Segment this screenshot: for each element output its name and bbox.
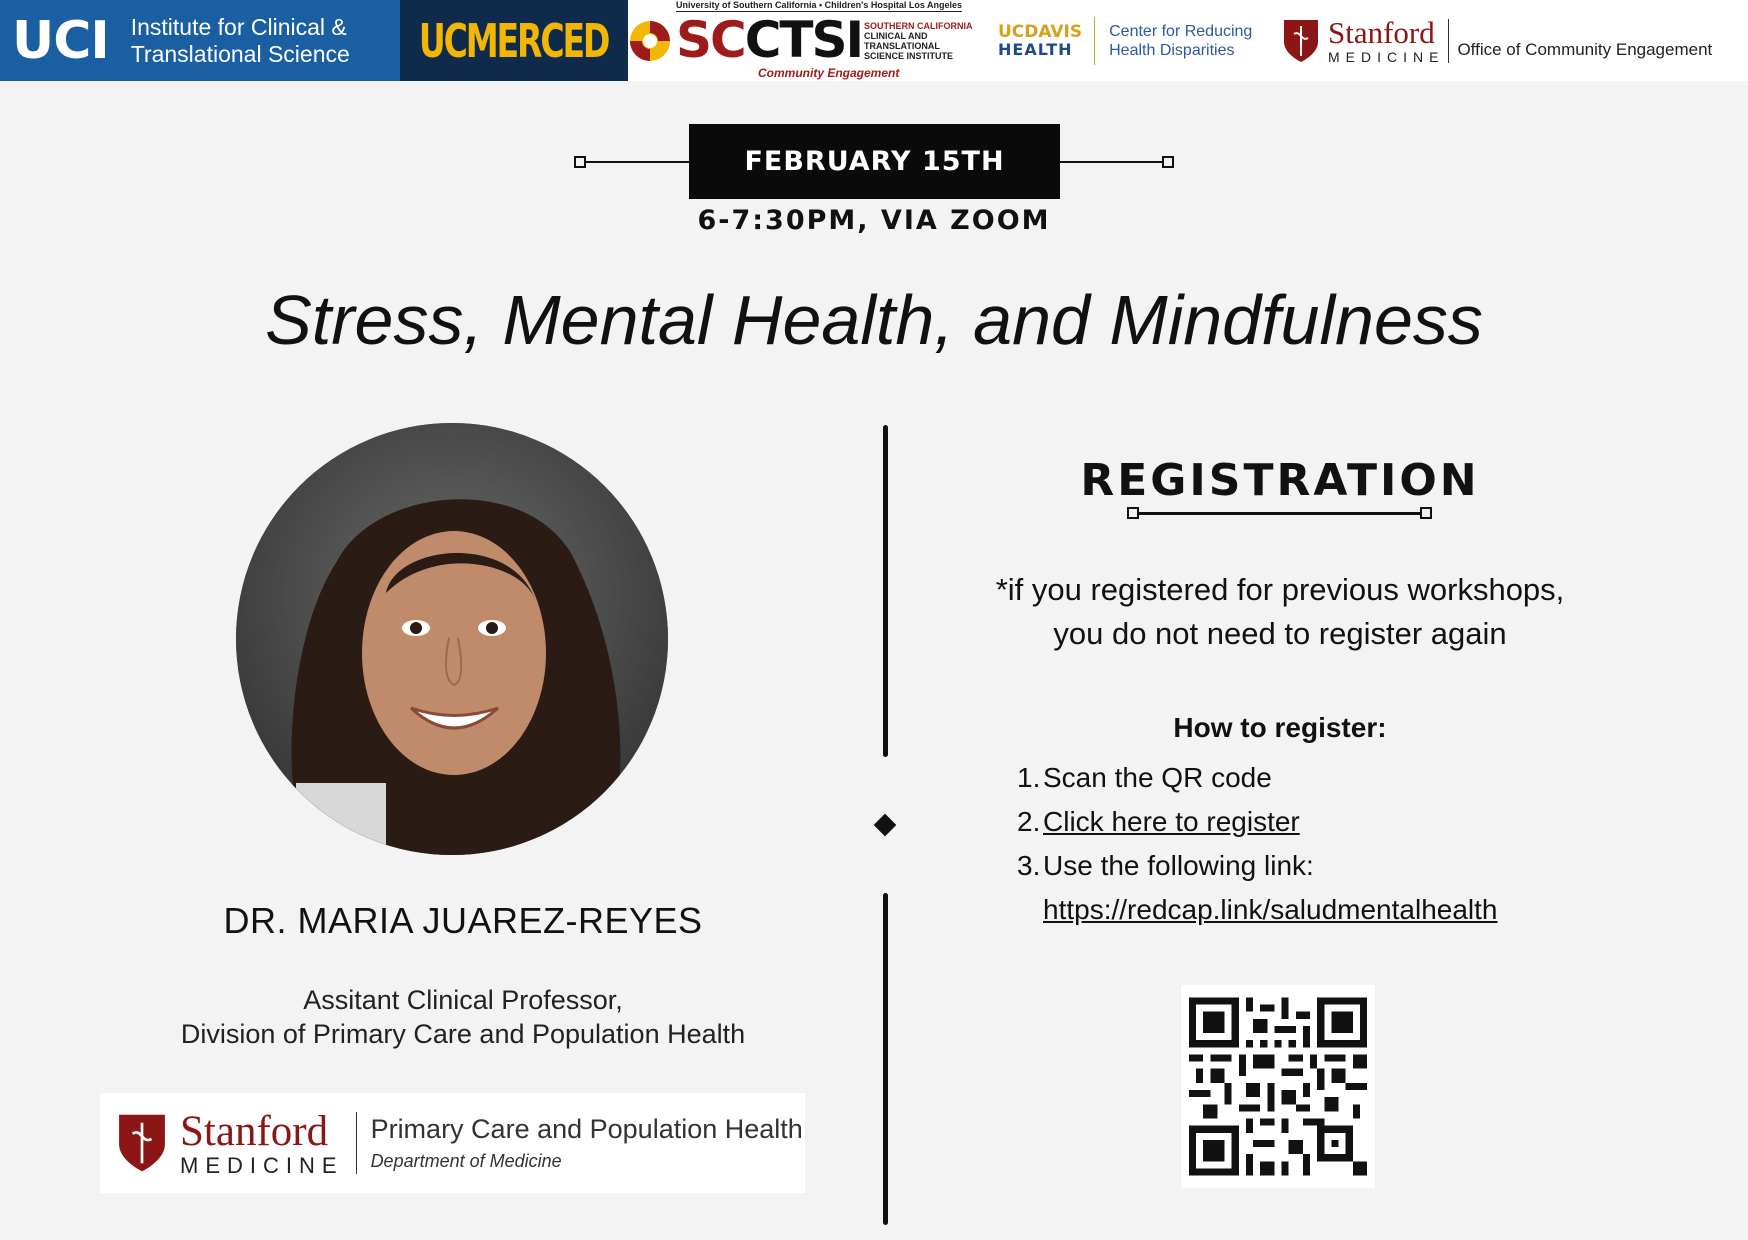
date-rule-right <box>1060 161 1170 163</box>
pcph-dept: Primary Care and Population Health <box>370 1114 803 1144</box>
event-time: 6-7:30PM, VIA ZOOM <box>697 205 1051 236</box>
how-to-register-label: How to register: <box>1173 712 1387 743</box>
speaker-role: Assitant Clinical Professor, Division of Primary Care and Population Health <box>180 985 746 1049</box>
speaker-photo <box>236 423 668 855</box>
date-rule-left-end <box>574 156 586 168</box>
event-title: Stress, Mental Health, and Mindfulness <box>265 281 1483 359</box>
date-rule-left <box>586 161 690 163</box>
registration-steps <box>1017 756 1498 932</box>
sc-word: SC <box>676 11 745 69</box>
registration-note: *if you registered for previous workshops, you do not need to register again <box>995 572 1565 651</box>
stanford-medicine-oce-logo: Stanford MEDICINE Office of Community Engagement <box>1268 0 1748 81</box>
registration-rule-right-end <box>1420 507 1432 519</box>
stanford-shield-icon <box>1282 18 1320 64</box>
click-here-register-link[interactable]: Click here to register <box>1043 806 1300 837</box>
uci-line1: Institute for Clinical & <box>130 13 347 40</box>
list-item: 2. Click here to register <box>1017 800 1498 844</box>
registration-url-link[interactable]: https://redcap.link/saludmentalhealth <box>1043 894 1498 925</box>
registration-rule-left-end <box>1127 507 1139 519</box>
stanford-pcph-logo: Stanford MEDICINE Primary Care and Population Health Department of Medicine <box>100 1093 805 1193</box>
sc-ctsi-logo: University of Southern California • Children's Hospital Los Angeles SCCTSI SOUTHERN CALIFORNIA CLINICAL AND TRANSLATIONAL SCIENCE INSTITUTE Community Engagement <box>628 0 978 81</box>
uci-line2: Translational Science <box>130 40 350 67</box>
date-rule-right-end <box>1162 156 1174 168</box>
qr-code-icon <box>1189 993 1367 1180</box>
divider-lower <box>883 893 888 1225</box>
logo-banner <box>0 0 1748 81</box>
uci-ictsi-logo <box>0 0 400 81</box>
ucmerced-logo: UCMERCED <box>400 0 628 81</box>
event-date: FEBRUARY 15TH <box>689 124 1060 199</box>
sc-ctsi-tagline: Community Engagement <box>758 66 900 80</box>
registration-heading: REGISTRATION <box>1080 455 1480 506</box>
divider-diamond <box>874 814 897 837</box>
list-item: 3. Use the following link: <box>1017 850 1314 881</box>
sc-ctsi-swirl-icon <box>628 19 672 63</box>
stanford-shield-icon <box>116 1112 168 1174</box>
divider-upper <box>883 425 888 757</box>
sc-ctsi-topline: University of Southern California • Children's Hospital Los Angeles <box>676 0 963 10</box>
speaker-name: DR. MARIA JUAREZ-REYES <box>223 900 703 941</box>
pcph-sub: Department of Medicine <box>370 1151 562 1171</box>
office-community-engagement: Office of Community Engagement <box>1457 39 1713 59</box>
ctsi-word: CTSI <box>744 11 863 69</box>
ucdavis-health-logo: UCDAVIS HEALTH Center for Reducing Health Disparities <box>978 0 1268 81</box>
speaker-portrait-image <box>236 423 668 855</box>
list-item: 1. Scan the QR code <box>1017 762 1272 793</box>
registration-qr-code[interactable] <box>1181 985 1375 1188</box>
registration-rule <box>1133 512 1425 515</box>
uci-mark: UCI <box>12 10 109 71</box>
